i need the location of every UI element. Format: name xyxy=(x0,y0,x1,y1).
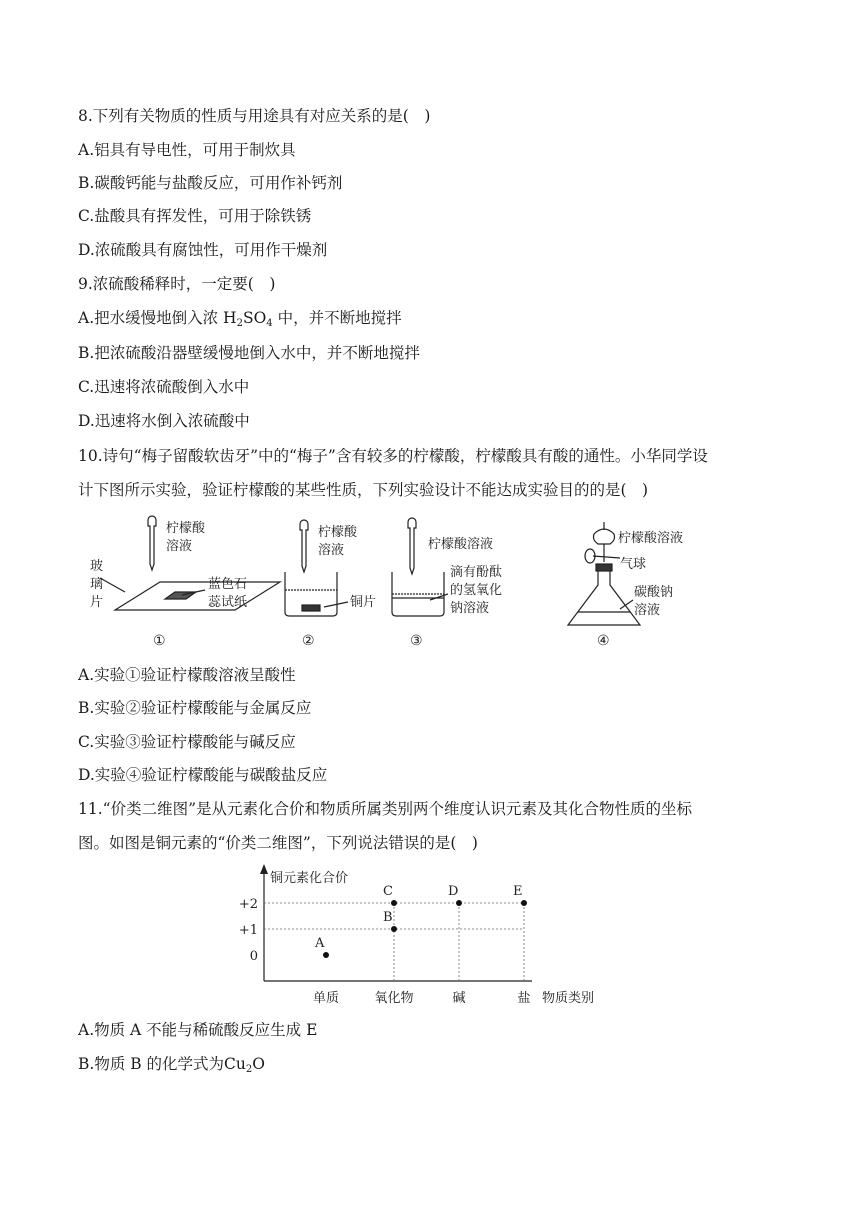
exp4-solution-line2: 溶液 xyxy=(634,603,661,618)
point-label-a: A xyxy=(315,936,325,951)
q11-option-a: A.物质 A 不能与稀硫酸反应生成 E xyxy=(78,1021,318,1039)
q11-stem-line2: 图。如图是铜元素的“价类二维图”，下列说法错误的是( ) xyxy=(78,834,478,852)
q11-option-b: B.物质 B 的化学式为$Cu_2O$ xyxy=(78,1055,265,1075)
q8-stem: 8.下列有关物质的性质与用途具有对应关系的是( ) xyxy=(78,107,431,125)
exp1-glass-line3: 片 xyxy=(90,595,104,610)
dropper-icon xyxy=(148,516,156,570)
exp3-reagent-label: 柠檬酸溶液 xyxy=(428,537,494,552)
q9-stem: 9.浓硫酸稀释时，一定要( ) xyxy=(78,275,276,293)
exp3-solution-line2: 的氢氧化 xyxy=(450,583,503,598)
experiment-3 xyxy=(392,518,448,616)
funnel-icon xyxy=(594,529,615,544)
x-tick-label: 氧化物 xyxy=(374,991,414,1006)
q11-stem-line1: 11.“价类二维图”是从元素化合价和物质所属类别两个维度认识元素及其化合物性质的坐标 xyxy=(78,800,693,818)
exp1-glass-line1: 玻 xyxy=(90,559,104,574)
q9-option-c: C.迅速将浓硫酸倒入水中 xyxy=(78,378,250,396)
dropper-icon xyxy=(300,520,308,572)
exp1-paper-line1: 蓝色石 xyxy=(208,577,248,592)
q8-option-b: B.碳酸钙能与盐酸反应，可用作补钙剂 xyxy=(78,174,343,192)
q9-option-a: A.把水缓慢地倒入浓 $H_2SO_4$ 中，并不断地搅拌 xyxy=(78,309,402,329)
x-tick-label: 碱 xyxy=(452,991,466,1006)
flask-icon xyxy=(568,571,640,625)
y-tick-label: +1 xyxy=(238,923,258,938)
exp3-number: ③ xyxy=(410,633,423,649)
exp1-reagent-line2: 溶液 xyxy=(166,539,193,554)
x-tick-label: 单质 xyxy=(312,991,340,1006)
exp2-reagent-line1: 柠檬酸 xyxy=(318,525,358,540)
q10-option-a: A.实验①验证柠檬酸溶液呈酸性 xyxy=(78,666,296,684)
exp3-solution-line3: 钠溶液 xyxy=(450,601,490,616)
dropper-icon xyxy=(408,518,416,574)
exp2-reagent-line2: 溶液 xyxy=(318,543,345,558)
q10-option-c: C.实验③验证柠檬酸能与碱反应 xyxy=(78,733,296,751)
point-label-d: D xyxy=(448,884,459,899)
valence-category-chart xyxy=(230,860,620,1015)
exp4-number: ④ xyxy=(597,633,610,649)
point-label-b: B xyxy=(383,910,393,925)
exp3-solution-line1: 滴有酚酞 xyxy=(450,565,503,580)
point-label-e: E xyxy=(513,884,523,899)
q10-option-b: B.实验②验证柠檬酸能与金属反应 xyxy=(78,699,312,717)
glass-slide xyxy=(115,582,280,610)
exp4-balloon-label: 气球 xyxy=(620,557,647,572)
exp4-reagent-label: 柠檬酸溶液 xyxy=(618,531,684,546)
y-tick-label: +2 xyxy=(238,897,258,912)
copper-piece xyxy=(302,605,320,611)
exp1-paper-line2: 蕊试纸 xyxy=(208,595,248,610)
q8-option-d: D.浓硫酸具有腐蚀性，可用作干燥剂 xyxy=(78,241,328,259)
point-a xyxy=(323,952,329,958)
q10-option-d: D.实验④验证柠檬酸能与碳酸盐反应 xyxy=(78,766,328,784)
point-label-c: C xyxy=(383,884,393,899)
q8-option-a: A.铝具有导电性，可用于制炊具 xyxy=(78,141,296,159)
exp1-reagent-line1: 柠檬酸 xyxy=(166,521,206,536)
q9-option-b: B.把浓硫酸沿器壁缓慢地倒入水中，并不断地搅拌 xyxy=(78,344,420,362)
x-tick-label: 盐 xyxy=(517,991,531,1006)
exp1-number: ① xyxy=(153,633,166,649)
q9-option-d: D.迅速将水倒入浓硫酸中 xyxy=(78,412,250,430)
point-b xyxy=(391,926,397,932)
exp4-solution-line1: 碳酸钠 xyxy=(634,585,674,600)
x-axis-title: 物质类别 xyxy=(542,991,595,1006)
exp1-glass-line2: 璃 xyxy=(90,577,104,592)
y-tick-label: 0 xyxy=(249,949,258,964)
y-axis-arrow xyxy=(260,864,268,874)
q10-stem-line2: 计下图所示实验，验证柠檬酸的某些性质，下列实验设计不能达成实验目的的是( ) xyxy=(78,481,649,499)
y-axis-title: 铜元素化合价 xyxy=(270,871,349,886)
point-e xyxy=(521,900,527,906)
q10-experiment-figure xyxy=(80,512,720,657)
exp2-number: ② xyxy=(302,633,315,649)
q8-option-c: C.盐酸具有挥发性，可用于除铁锈 xyxy=(78,207,312,225)
q10-stem-line1: 10.诗句“梅子留酸软齿牙”中的“梅子”含有较多的柠檬酸，柠檬酸具有酸的通性。小华同学设 xyxy=(78,447,708,465)
point-d xyxy=(456,900,462,906)
point-c xyxy=(391,900,397,906)
exp2-metal-label: 铜片 xyxy=(350,595,377,610)
